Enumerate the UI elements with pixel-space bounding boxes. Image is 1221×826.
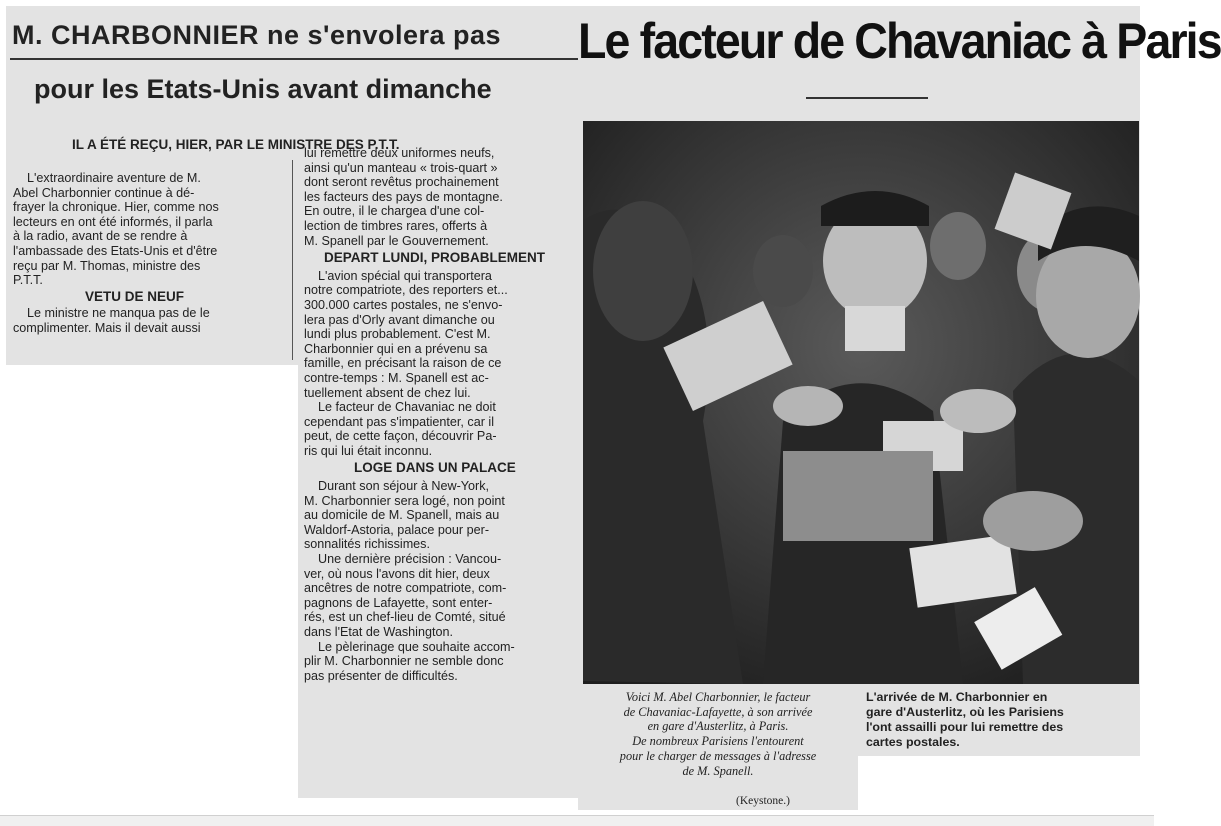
text-line: dont seront revêtus prochainement	[304, 175, 499, 190]
text-line: reçu par M. Thomas, ministre des	[13, 258, 201, 273]
text-line: dans l'Etat de Washington.	[304, 625, 453, 639]
text-line: L'arrivée de M. Charbonnier en	[866, 690, 1048, 704]
text-line: lui remettre deux uniformes neufs,	[304, 146, 495, 160]
text-line: l'ont assailli pour lui remettre des	[866, 719, 1064, 734]
text-line: lecteurs en ont été informés, il parla	[13, 214, 213, 229]
headline-line2: pour les Etats-Unis avant dimanche	[34, 74, 492, 104]
col2-section3-p1	[304, 479, 576, 552]
text-line: famille, en précisant la raison de ce	[304, 356, 502, 371]
text-line: rés, est un chef-lieu de Comté, situé	[304, 610, 506, 625]
col2-section3-p3	[304, 640, 576, 684]
col1-intro	[13, 171, 283, 288]
news-photo	[583, 121, 1139, 684]
text-line: Durant son séjour à New-York,	[318, 479, 490, 494]
section-head-vetu: VETU DE NEUF	[85, 288, 185, 304]
text-line: cartes postales.	[866, 734, 960, 749]
text-line: de M. Spanell.	[682, 763, 754, 778]
column-1	[13, 171, 283, 336]
text-line: notre compatriote, des reporters et...	[304, 283, 508, 298]
text-line: Abel Charbonnier continue à dé-	[13, 185, 195, 200]
text-line: Charbonnier qui en a prévenu sa	[304, 341, 488, 356]
text-line: L'avion spécial qui transportera	[318, 268, 492, 283]
text-line: pour le charger de messages à l'adresse	[619, 748, 817, 763]
photo-credit: (Keystone.)	[736, 795, 790, 807]
right-article-title: Le facteur de Chavaniac à Paris	[578, 13, 1221, 69]
text-line: complimenter. Mais il devait aussi	[13, 320, 201, 335]
text-line: lera pas d'Orly avant dimanche ou	[304, 312, 495, 327]
text-line: Waldorf-Astoria, palace pour per-	[304, 522, 490, 537]
text-line: pas présenter de difficultés.	[304, 668, 458, 683]
text-line: ainsi qu'un manteau « trois-quart »	[304, 160, 498, 175]
text-line: M. Charbonnier sera logé, non point	[304, 493, 505, 508]
text-line: de Chavaniac-Lafayette, à son arrivée	[623, 704, 813, 719]
text-line: ancêtres de notre compatriote, com-	[304, 581, 507, 596]
text-line: contre-temps : M. Spanell est ac-	[304, 370, 489, 385]
title-rule	[806, 97, 928, 99]
text-line: De nombreux Parisiens l'entourent	[632, 734, 804, 749]
text-line: ris qui lui était inconnu.	[304, 443, 433, 458]
text-line: sonnalités richissimes.	[304, 537, 430, 552]
text-line: cependant pas s'impatienter, car il	[304, 414, 495, 429]
text-line: lundi plus probablement. C'est M.	[304, 327, 491, 342]
col2-intro	[304, 146, 576, 248]
text-line: Le ministre ne manqua pas de le	[27, 306, 210, 321]
text-line: l'ambassade des Etats-Unis et d'être	[13, 243, 218, 258]
text-line: P.T.T.	[13, 273, 43, 288]
text-line: les facteurs des pays de montagne.	[304, 189, 503, 204]
text-line: plir M. Charbonnier ne semble donc	[304, 654, 504, 669]
caption-bold	[866, 690, 1136, 750]
headline-line1: M. CHARBONNIER ne s'envolera pas	[12, 20, 502, 50]
text-line: Le facteur de Chavaniac ne doit	[318, 400, 496, 415]
text-line: En outre, il le chargea d'une col-	[304, 204, 485, 219]
text-line: Voici M. Abel Charbonnier, le facteur	[625, 690, 811, 704]
text-line: pagnons de Lafayette, sont enter-	[304, 595, 493, 610]
column-2	[304, 146, 576, 683]
text-line: M. Spanell par le Gouvernement.	[304, 233, 489, 248]
section-head-loge: LOGE DANS UN PALACE	[354, 460, 516, 476]
col2-section2-p2	[304, 400, 576, 458]
text-line: L'extraordinaire aventure de M.	[27, 171, 201, 185]
text-line: Une dernière précision : Vancou-	[318, 552, 502, 567]
col2-section3-p2	[304, 552, 576, 640]
article-subhead: IL A ÉTÉ REÇU, HIER, PAR LE MINISTRE DES P.T.T.	[72, 137, 400, 152]
text-line: 300.000 cartes postales, ne s'envo-	[304, 297, 503, 312]
text-line: peut, de cette façon, découvrir Pa-	[304, 429, 497, 444]
text-line: lection de timbres rares, offerts à	[304, 218, 488, 233]
text-line: ver, où nous l'avons dit hier, deux	[304, 566, 490, 581]
text-line: gare d'Austerlitz, où les Parisiens	[866, 704, 1064, 719]
text-line: en gare d'Austerlitz, à Paris.	[647, 719, 789, 734]
photo-caption	[580, 690, 856, 778]
bottom-bar	[0, 815, 1154, 826]
text-line: Le pèlerinage que souhaite accom-	[318, 639, 515, 654]
section-head-depart: DEPART LUNDI, PROBABLEMENT	[324, 250, 545, 266]
text-line: frayer la chronique. Hier, comme nos	[13, 200, 219, 215]
col2-section2-p1	[304, 269, 576, 400]
text-line: au domicile de M. Spanell, mais au	[304, 508, 500, 523]
col1-section1-text	[13, 306, 283, 335]
headline-rule	[10, 58, 578, 60]
text-line: tuellement absent de chez lui.	[304, 385, 471, 400]
text-line: à la radio, avant de se rendre à	[13, 229, 188, 244]
column-rule	[292, 160, 293, 360]
